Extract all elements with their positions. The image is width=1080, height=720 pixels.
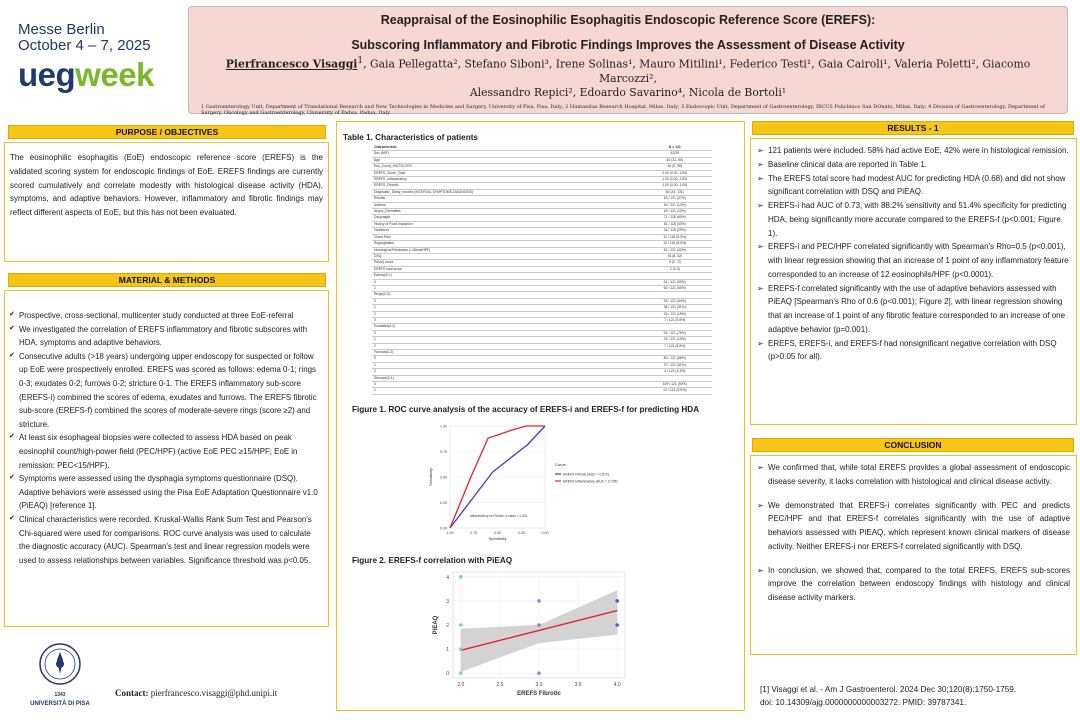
legend-label: EREFS Inflammatory (AUC = 0.735) xyxy=(563,479,618,484)
y-tick-label: 3 xyxy=(446,598,449,605)
conclusion-heading: CONCLUSION xyxy=(752,438,1074,452)
university-seal xyxy=(30,642,90,707)
spacer xyxy=(757,554,1070,564)
table-cell: Chest Pain xyxy=(372,234,638,240)
reference-line2: doi: 10.14309/ajg.0000000000003272. PMID: 39787341. xyxy=(760,698,967,708)
list-item: ➢ Baseline clinical data are reported in Table 1. xyxy=(757,158,1070,172)
table-cell: 2 xyxy=(372,343,638,349)
table-cell: 1 xyxy=(372,362,638,368)
table-cell: 38 / 121 (31%) xyxy=(638,305,713,311)
table-cell: N = 121 xyxy=(638,145,713,151)
purpose-heading: PURPOSE / OBJECTIVES xyxy=(8,125,326,139)
x-axis-label: Specificity xyxy=(488,536,507,541)
table-cell: 61 / 121 (50%) xyxy=(638,279,713,285)
x-tick-label: 0.25 xyxy=(517,531,525,535)
author-list: Pierfrancesco Visaggi$^1$, Gaia Pellegatta², Stefano Siboni³, Irene Solinas¹, Mauro Mitilini¹, Federico Testi¹, Gaia Cairoli¹, Valeria Poletti², Giacomo Marcozzi², Alessandro Repici², Edoardo Savarino⁴, Nicola de Bortoli¹ xyxy=(225,56,1031,100)
table-cell: 0 xyxy=(372,279,638,285)
methods-heading: MATERIAL & METHODS xyxy=(8,273,326,287)
y-axis-label: PiEAQ xyxy=(433,615,439,635)
affiliations: 1 Gastroenterology Unit, Department of Translational Research and New Technologies in Medicine and Surgery, University of Pisa, Pisa, Italy; 2 Humanitas Research Hospital, Milan, Italy; 3 Endoscopic Unit, Department of Gastroenterology, IRCCS Policlinico San DOnato, Milan, Italy; 4 Division of Gastroenterology, Department of Surgery, Oncology and Gastroenterology, University of Padua, Padua, Italy xyxy=(201,103,1045,117)
table-cell: DSQ xyxy=(372,253,638,259)
table-cell: 109 / 121 (90%) xyxy=(638,382,713,388)
table-cell: 71 / 118 (60%) xyxy=(638,215,713,221)
table-cell: Characteristic xyxy=(372,145,638,151)
table-cell: 82/39 xyxy=(638,151,713,157)
spacer xyxy=(757,489,1070,499)
list-item: ➢ EREFS-i had AUC of 0.73, with 88.2% sensitivity and 51.4% specificity for predicting HDA, being significantly more accurate compared to the EREFS-f (p<0.001; Figure 1). xyxy=(757,199,1070,240)
scatter-point xyxy=(459,671,463,675)
logo-dates: October 4 – 7, 2025 xyxy=(18,36,151,54)
table-cell: 2.00 (0.00, 3.00) xyxy=(638,170,713,176)
table-cell: Rings(0-3) xyxy=(372,292,638,298)
table-cell: 1 xyxy=(372,388,638,394)
seal-emblem-icon xyxy=(38,642,82,686)
list-item: ➢ EREFS, EREFS-i, and EREFS-f had nonsignificant negative correlation with DSQ (p>0.05 for all). xyxy=(757,337,1070,365)
table-cell: 2 xyxy=(372,369,638,375)
scatter-point xyxy=(537,599,541,603)
poster-title-line2: Subscoring Inflammatory and Fibrotic Findings Improves the Assessment of Disease Activity xyxy=(351,37,905,52)
y-axis-label: Sensitivity xyxy=(428,467,433,487)
table-cell: 1 xyxy=(372,337,638,343)
legend-title: Curve xyxy=(555,462,566,467)
table-cell: 16 / 121 (13%) xyxy=(638,202,713,208)
methods-box xyxy=(4,290,329,627)
list-item: ➢ The EREFS total score had modest AUC for predicting HDA (0.68) and did not show significant correlation with DSQ and PiEAQ. xyxy=(757,172,1070,200)
table-cell: 60 / 121 (50%) xyxy=(638,285,713,291)
logo-venue: Messe Berlin xyxy=(18,21,105,38)
characteristics-table xyxy=(372,145,712,395)
table-cell: 53 / 121 (44%) xyxy=(638,298,713,304)
scatter-point xyxy=(459,623,463,627)
table-cell: EREFS total score xyxy=(372,266,638,272)
table-cell: Atopic_Dermatitis xyxy=(372,209,638,215)
table-cell: 34 / 118 (29%) xyxy=(638,228,713,234)
table-cell: 4 / 121 (3.3%) xyxy=(638,369,713,375)
seal-name: UNIVERSITÀ DI PISA xyxy=(30,700,90,707)
scatter-point xyxy=(537,671,541,675)
x-tick-label: 3.5 xyxy=(574,682,582,688)
table-cell: 11 / 118 (9.3%) xyxy=(638,234,713,240)
table-cell: 0 xyxy=(372,298,638,304)
list-item: ➢ We demonstrated that EREFS-i correlates significantly with PEC and predicts PEC/HPF and that EREFS-f correlates significantly with the use of adaptive behaviors assessed with PiEAQ, which represent known clinical markers of disease activity. Neither EREFS-i nor EREFS-f correlated significantly with DSQ. xyxy=(757,499,1070,554)
x-tick-label: 0.75 xyxy=(470,531,478,535)
table-cell: EREFS_Inflammatory xyxy=(372,177,638,183)
table-title: Table 1. Characteristics of patients xyxy=(343,133,478,142)
table-cell: 12 / 121 (9.9%) xyxy=(638,388,713,394)
chart-annotation: Inflammatory vs Fibrotic: p value < 0.001 xyxy=(470,514,528,518)
list-item: ✔ Consecutive adults (>18 years) undergoing upper endoscopy for suspected or follow up EoE were prospectively enrolled. EREFS was scored as follows: edema 0-1; rings 0-3; exudates 0-2; furrows 0-2; stricture 0-1. The EREFS inflammatory sub-score (EREFS-i) combined the scores of edema, exudates and furrows. The EREFS fibrotic sub-score (EREFS-f) combined the scores of moderate-severe rings (score ≥2) and stricture. xyxy=(9,350,323,432)
table-row xyxy=(372,388,712,394)
table-cell: 0 xyxy=(372,356,638,362)
table-cell: Asthma xyxy=(372,202,638,208)
list-item: ✔ At least six esophageal biopsies were collected to assess HDA based on peak eosinophil count/high-power field (PEC/HPF) (active EoE PEC ≥15/HPF; EoE in remission: PEC<15/HPF). xyxy=(9,431,323,472)
scatter-point xyxy=(615,623,619,627)
y-tick-label: 1 xyxy=(446,647,449,654)
table-cell: Heartburn xyxy=(372,228,638,234)
table-cell: Histological Remission (<15eos/HPF) xyxy=(372,247,638,253)
list-item: ➢ In conclusion, we showed that, compared to the total EREFS, EREFS sub-scores improve the correlation between endoscopy findings with histology and clinical disease activity markers. xyxy=(757,564,1070,605)
table-cell: 1.00 (0.00, 1.00) xyxy=(638,183,713,189)
list-item: ✔ Prospective, cross-sectional, multicenter study conducted at three EoE-referral xyxy=(9,309,323,323)
table-cell: 37 / 121 (31%) xyxy=(638,362,713,368)
x-tick-label: 4.0 xyxy=(613,682,621,688)
conclusion-box xyxy=(750,455,1077,655)
poster-title-line1: Reappraisal of the Eosinophilic Esophagitis Endoscopic Reference Score (EREFS): xyxy=(380,13,876,27)
table-cell: Diagnostic_Delay_months (INTERVAL SYMPTOMS-DIAGNOSIS) xyxy=(372,189,638,195)
table-cell: 1 xyxy=(372,305,638,311)
contact-label: Contact: xyxy=(115,688,149,698)
list-item: ✔ We investigated the correlation of EREFS inflammatory and fibrotic subscores with HDA, symptoms and adaptive behaviors. xyxy=(9,323,323,350)
table-cell: 16 (8, 42) xyxy=(638,253,713,259)
table-cell: 60 (24, 131) xyxy=(638,189,713,195)
table-cell: 2 xyxy=(372,311,638,317)
table-cell: EREFS_Fibrotic xyxy=(372,183,638,189)
table-cell: 23 / 121 (19%) xyxy=(638,337,713,343)
table-cell: 51 / 121 (42%) xyxy=(638,247,713,253)
table-cell: EREFS_Score_Total xyxy=(372,170,638,176)
y-tick-label: 4 xyxy=(446,574,449,581)
scatter-point xyxy=(615,599,619,603)
table-cell: 1.00 (0.00, 2.00) xyxy=(638,177,713,183)
list-item: ➢ EREFS-i and PEC/HPF correlated significantly with Spearman's Rho=0.5 (p<0.001), with linear regression showing that an increase of 1 point of any inflammatory feature corresponded to an increase of 12 eosinophils/HPF (p<0.0001). xyxy=(757,240,1070,281)
table-cell: 40 (31, 50) xyxy=(638,157,713,163)
table-cell: 0 xyxy=(372,382,638,388)
table-cell: Furrows(0-2) xyxy=(372,350,638,356)
table-cell: Stricture(0-1) xyxy=(372,375,638,381)
y-tick-label: 0.50 xyxy=(440,475,447,480)
y-tick-label: 0.75 xyxy=(440,450,447,454)
list-item: ✔ Clinical characteristics were recorded. Kruskal-Wallis Rank Sum Test and Pearson's Chi-squared were used for comparisons. ROC curve analysis was used to calculate the diagnostic accuracy (AUC). Spearman's test and linear regression models were used to assess relationships between variables. Significance threshold was p<0.05. xyxy=(9,513,323,567)
y-tick-label: 0 xyxy=(446,671,449,678)
table-cell: History of Food Impaction xyxy=(372,221,638,227)
x-tick-label: 1.00 xyxy=(446,531,454,535)
table-cell: Exudates(0-2) xyxy=(372,324,638,330)
table-cell: Regurgitation xyxy=(372,241,638,247)
y-tick-label: 2 xyxy=(446,623,449,629)
table-cell: 3 xyxy=(372,317,638,323)
table-cell: 0 (0 - 2) xyxy=(638,260,713,266)
table-cell: 51 / 118 (43%) xyxy=(638,221,713,227)
roc-chart xyxy=(420,420,700,550)
table-cell: 0 xyxy=(372,330,638,336)
x-tick-label: 3.0 xyxy=(535,682,543,688)
x-tick-label: 2.0 xyxy=(457,682,465,688)
list-item: ➢ EREFS-f correlated significantly with the use of adaptive behaviors assessed with PiEAQ [Spearman's Rho of 0.6 (p<0.001); Figure 2], with linear regression showing that an increase of 1 point of any fibrotic feature corresponded to an increase of one adaptive behavior (p=0.001). xyxy=(757,282,1070,337)
legend-label: EREFS Fibrotic (AUC = 0.672) xyxy=(563,472,610,477)
y-tick-label: 1.00 xyxy=(440,424,447,429)
y-tick-label: 0.25 xyxy=(440,501,447,505)
poster-header xyxy=(188,6,1068,117)
list-item: ➢ We confirmed that, while total EREFS provides a global assessment of endoscopic disease severity, it lacks correlation with histological and clinical disease activity. xyxy=(757,461,1070,489)
list-item: ➢ 121 patients were included. 58% had active EoE, 42% were in histological remission. xyxy=(757,144,1070,158)
table-cell: 7 / 121 (5.8%) xyxy=(638,317,713,323)
scatter-chart xyxy=(425,568,630,698)
table-cell: 45 / 121 (37%) xyxy=(638,196,713,202)
purpose-text: The eosinophilic esophagitis (EoE) endoscopic reference score (EREFS) is the validated scoring system for endoscopic findings of EoE. EREFS findings are currently scored cumulatively and correlate modestly with histological disease activity (HDA), symptoms, and adaptive behaviors. However, inflammatory and fibrotic findings may reflect different aspects of EoE, but this has not been evaluated. xyxy=(10,153,323,217)
table-cell: 16 / 121 (13%) xyxy=(638,209,713,215)
lead-author: Pierfrancesco Visaggi xyxy=(225,57,358,71)
table-cell: Edema(0-1) xyxy=(372,273,638,279)
ueg-week-logo xyxy=(18,22,168,91)
results-list xyxy=(757,144,1070,364)
purpose-box xyxy=(4,142,329,262)
y-tick-label: 0.00 xyxy=(440,526,447,531)
scatter-point xyxy=(537,623,541,627)
logo-wordmark: uegweek xyxy=(18,55,154,93)
results-box xyxy=(750,138,1077,425)
table-cell: 23 / 121 (19%) xyxy=(638,311,713,317)
x-tick-label: 0.00 xyxy=(541,531,549,535)
table-cell: Sex (M/F) xyxy=(372,151,638,157)
table-cell: PiEAQ score xyxy=(372,260,638,266)
table-cell: 16 (0, 35) xyxy=(638,164,713,170)
table-cell: 80 / 121 (66%) xyxy=(638,356,713,362)
table-cell: 1 xyxy=(372,285,638,291)
seal-year: 1343 xyxy=(54,692,66,698)
results-heading: RESULTS - 1 xyxy=(752,121,1074,135)
x-tick-label: 0.50 xyxy=(494,531,501,535)
reference-line1: [1] Visaggi et al. - Am J Gastroenterol. 2024 Dec 30;120(8):1750-1759. xyxy=(760,685,1017,694)
table-cell: Age xyxy=(372,157,638,163)
table-cell: 91 / 121 (75%) xyxy=(638,330,713,336)
contact-line xyxy=(115,688,277,698)
conclusion-list xyxy=(757,461,1070,605)
table-cell: 7 / 121 (5.8%) xyxy=(638,343,713,349)
table-cell: 2 (0-3) xyxy=(638,266,713,272)
scatter-point xyxy=(459,647,463,651)
x-tick-label: 2.5 xyxy=(496,682,504,688)
list-item: ✔ Symptoms were assessed using the dysphagia symptoms questionnaire (DSQ). Adaptive behaviors were assessed using the Pisa EoE Adaptation Questionnaire v1.0 (PiEAQ) [reference 1]. xyxy=(9,472,323,513)
contact-email[interactable]: pierfrancesco.visaggi@phd.unipi.it xyxy=(150,688,278,698)
scatter-point xyxy=(459,575,463,579)
methods-list xyxy=(9,309,323,567)
table-cell: 10 / 118 (8.5%) xyxy=(638,241,713,247)
table-cell: Dysphagia xyxy=(372,215,638,221)
table-cell: Rhinitis xyxy=(372,196,638,202)
figure2-title: Figure 2. EREFS-f correlation with PiEAQ xyxy=(352,556,513,565)
x-axis-label: EREFS Fibrotic xyxy=(517,691,561,697)
reference xyxy=(760,683,1016,709)
figure1-title: Figure 1. ROC curve analysis of the accuracy of EREFS-i and EREFS-f for predicting HDA xyxy=(352,405,700,414)
table-cell: Eos_Count_HISTOLOGY xyxy=(372,164,638,170)
